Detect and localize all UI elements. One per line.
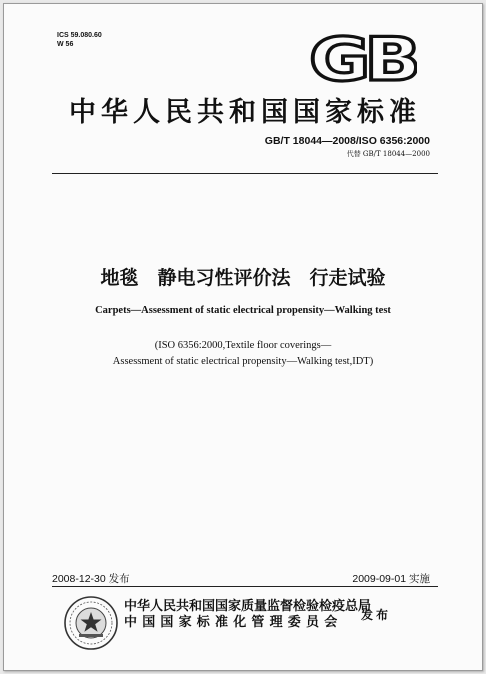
publish-label: 发布 (361, 608, 392, 622)
chinese-title: 地毯 静电习性评价法 行走试验 (100, 267, 386, 289)
document-page (3, 3, 483, 671)
english-title: Carpets—Assessment of static electrical propensity—Walking test (95, 305, 391, 316)
ics-code: ICS 59.080.60 (57, 32, 102, 39)
classification-codes (57, 31, 102, 49)
replaces-standard: 代替 GB/T 18044—2000 (346, 150, 430, 158)
header-divider (52, 173, 438, 174)
iso-note-line-2: Assessment of static electrical propensity—Walking test,IDT) (112, 356, 374, 367)
issuer-aqsiq: 中华人民共和国国家质量监督检验检疫总局 (124, 599, 372, 614)
standard-number: GB/T 18044—2008/ISO 6356:2000 (264, 135, 430, 147)
implementation-date: 2009-09-01 实施 (352, 573, 430, 585)
gb-logo-text: GB (309, 33, 417, 85)
national-standard-title: 中华人民共和国国家标准 (69, 97, 421, 128)
state-emblem-icon (62, 594, 120, 652)
issuer-sac: 中国国家标准化管理委员会 (124, 615, 343, 630)
issuing-authorities (124, 599, 371, 631)
gb-logo (307, 33, 417, 85)
iso-equivalence-note (4, 338, 482, 370)
iso-note-line-1: (ISO 6356:2000,Textile floor coverings— (154, 340, 332, 351)
issue-date: 2008-12-30 发布 (52, 573, 130, 585)
ccs-code: W 56 (57, 41, 74, 48)
footer-divider (52, 586, 438, 587)
